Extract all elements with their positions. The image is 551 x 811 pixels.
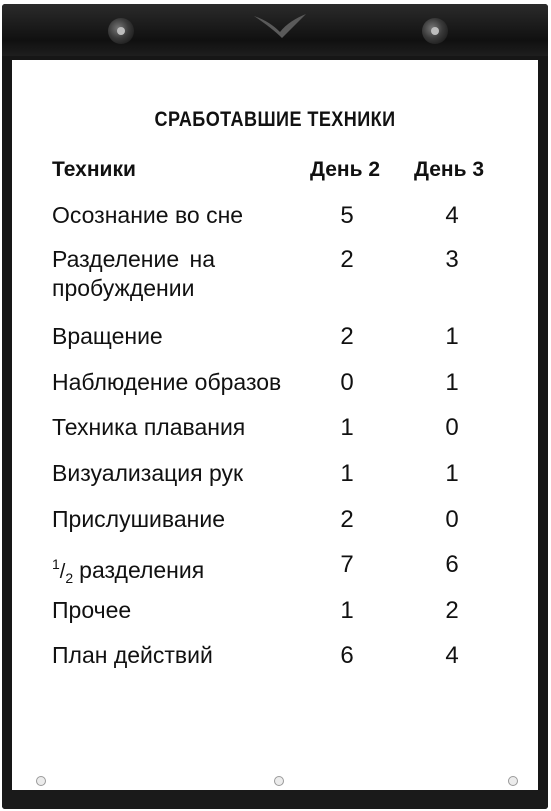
day-2-value: 6 xyxy=(340,642,354,669)
technique-name: Техника плавания xyxy=(52,414,246,440)
column-header-day-2: День 2 xyxy=(310,158,381,181)
day-3-value: 6 xyxy=(445,551,459,578)
day-2-value: 2 xyxy=(340,323,354,350)
technique-name: Наблюдение образов xyxy=(52,369,282,395)
screw-icon xyxy=(36,776,46,786)
day-3-value: 3 xyxy=(445,246,459,273)
screw-icon xyxy=(508,776,518,786)
day-3-value: 0 xyxy=(445,506,459,533)
column-header-techniques: Техники xyxy=(52,158,136,181)
technique-name: разделения xyxy=(79,557,205,583)
table-title: СРАБОТАВШИЕ ТЕХНИКИ xyxy=(154,108,396,131)
technique-name: Разделение на пробуждении xyxy=(52,246,216,301)
day-2-value: 2 xyxy=(340,506,354,533)
bird-logo-icon xyxy=(252,10,308,42)
day-3-value: 1 xyxy=(445,460,459,487)
day-3-value: 4 xyxy=(445,202,459,229)
technique-name: Прочее xyxy=(52,597,132,623)
day-2-value: 0 xyxy=(340,369,354,396)
technique-name: Прислушивание xyxy=(52,506,225,532)
day-3-value: 4 xyxy=(445,642,459,669)
day-2-value: 1 xyxy=(340,597,354,624)
day-3-value: 1 xyxy=(445,369,459,396)
flipchart-header-bar xyxy=(2,4,548,56)
left-knob-icon xyxy=(108,18,134,44)
day-2-value: 2 xyxy=(340,246,354,273)
column-header-day-3: День 3 xyxy=(414,158,485,181)
day-2-value: 5 xyxy=(340,202,354,229)
fraction-denominator: 2 xyxy=(65,570,74,586)
day-3-value: 2 xyxy=(445,597,459,624)
day-3-value: 0 xyxy=(445,414,459,441)
technique-name: Осознание во сне xyxy=(52,202,244,228)
technique-name: Визуализация рук xyxy=(52,460,244,486)
day-2-value: 7 xyxy=(340,551,354,578)
day-3-value: 1 xyxy=(445,323,459,350)
screw-icon xyxy=(274,776,284,786)
day-2-value: 1 xyxy=(340,460,354,487)
technique-name-fraction xyxy=(52,550,252,593)
flipchart-bottom-bar xyxy=(2,790,548,809)
fraction-slash: / xyxy=(59,561,66,583)
fraction-numerator: 1 xyxy=(52,556,60,572)
right-knob-icon xyxy=(422,18,448,44)
day-2-value: 1 xyxy=(340,414,354,441)
technique-name: Вращение xyxy=(52,323,163,349)
paper-sheet xyxy=(12,60,538,790)
flipchart-board xyxy=(2,4,548,809)
technique-name: План действий xyxy=(52,642,213,668)
